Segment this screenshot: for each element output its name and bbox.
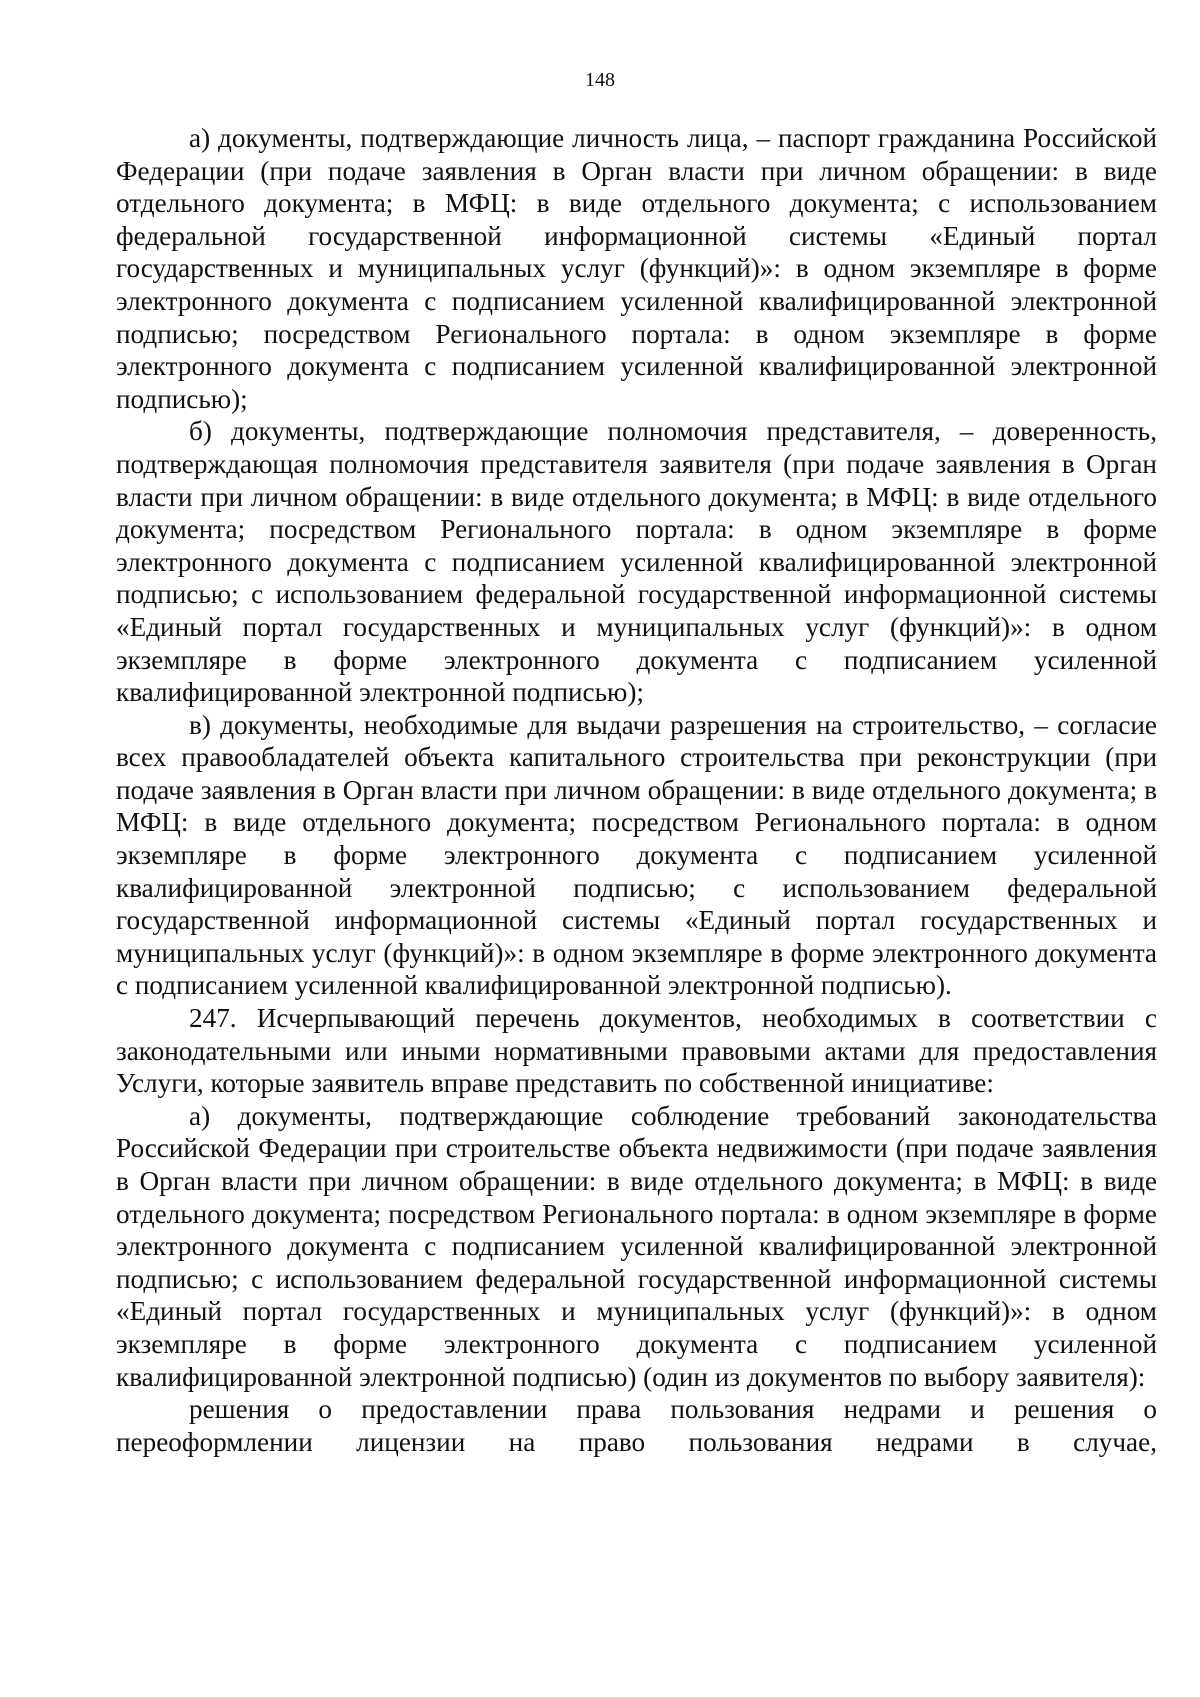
document-body: [116, 122, 1157, 1458]
paragraph-247-optional-documents: 247. Исчерпывающий перечень документов, необходимых в соответствии с законодательными или иными нормативными правовыми актами для предоставления Услуги, которые заявитель вправе представить по собственной инициативе:: [116, 1003, 1157, 1099]
paragraph-1a-identity-documents: а) документы, подтверждающие личность лица, – паспорт гражданина Российской Федерации (при подаче заявления в Орган власти при личном обращении: в виде отдельного документа; в МФЦ: в виде отдельного документа; с использованием федеральной государственной информационной системы «Единый портал государственных и муниципальных услуг (функций)»: в одном экземпляре в форме электронного документа с подписанием усиленной квалифицированной электронной подписью; посредством Регионального портала: в одном экземпляре в форме электронного документа с подписанием усиленной квалифицированной электронной подписью);: [116, 123, 1157, 414]
page-number: 148: [585, 69, 615, 91]
paragraph-1b-representative-documents: б) документы, подтверждающие полномочия представителя, – доверенность, подтверждающая полномочия представителя заявителя (при подаче заявления в Орган власти при личном обращении: в виде отдельного документа; в МФЦ: в виде отдельного документа; посредством Регионального портала: в одном экземпляре в форме электронного документа с подписанием усиленной квалифицированной электронной подписью; с использованием федеральной государственной информационной системы «Единый портал государственных и муниципальных услуг (функций)»: в одном экземпляре в форме электронного документа с подписанием усиленной квалифицированной электронной подписью);: [116, 416, 1157, 708]
paragraph-1v-construction-permit-documents: в) документы, необходимые для выдачи разрешения на строительство, – согласие всех правообладателей объекта капитального строительства при реконструкции (при подаче заявления в Орган власти при личном обращении: в виде отдельного документа; в МФЦ: в виде отдельного документа; посредством Регионального портала: в одном экземпляре в форме электронного документа с подписанием усиленной квалифицированной электронной подписью; с использованием федеральной государственной информационной системы «Единый портал государственных и муниципальных услуг (функций)»: в одном экземпляре в форме электронного документа с подписанием усиленной квалифицированной электронной подписью).: [116, 709, 1157, 1001]
paragraph-247a-compliance-documents: а) документы, подтверждающие соблюдение требований законодательства Российской Федерации при строительстве объекта недвижимости (при подаче заявления в Орган власти при личном обращении: в виде отдельного документа; в МФЦ: в виде отдельного документа; посредством Регионального портала: в одном экземпляре в форме электронного документа с подписанием усиленной квалифицированной электронной подписью; с использованием федеральной государственной информационной системы «Единый портал государственных и муниципальных услуг (функций)»: в одном экземпляре в форме электронного документа с подписанием усиленной квалифицированной электронной подписью) (один из документов по выбору заявителя):: [116, 1100, 1157, 1392]
paragraph-subsoil-use-decisions: решения о предоставлении права пользования недрами и решения о переоформлении лицензии на право пользования недрами в случае,: [116, 1394, 1157, 1457]
